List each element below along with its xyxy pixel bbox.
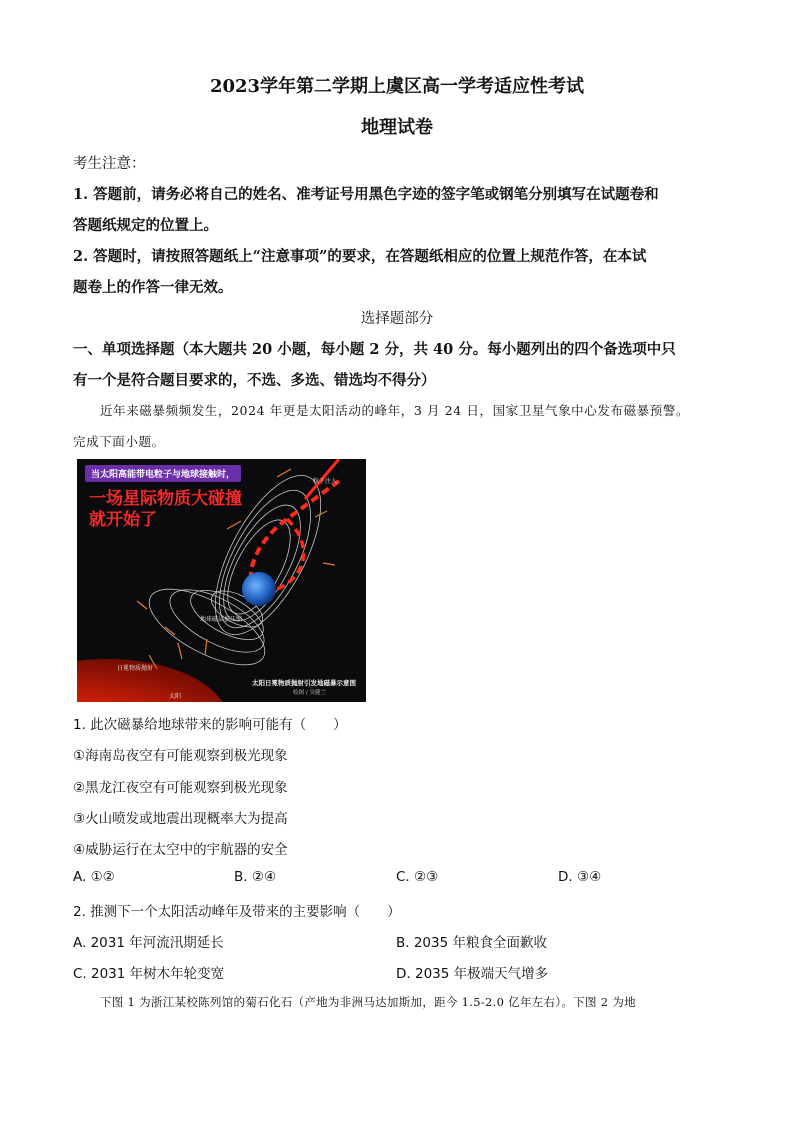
question-2-stem: 2. 推测下一个太阳活动峰年及带来的主要影响（ ） (73, 904, 401, 920)
label-sun: 太阳 (169, 693, 182, 700)
intro-2-line-1: 下图 1 为浙江某校陈列馆的菊石化石（产地为非洲马达加斯加，距今 1.5-2.0 亿年左右）。下图 2 为地 (100, 995, 636, 1009)
earth-shape (242, 572, 276, 606)
section-title: 选择题部分 (360, 311, 434, 327)
question-1-option-c: C. ②③ (396, 869, 439, 885)
exam-subtitle: 地理试卷 (361, 117, 433, 138)
section-heading-line-1: 一、单项选择题（本大题共 20 小题，每小题 2 分，共 40 分。每小题列出的四个备选项中只 (73, 341, 676, 358)
figure-headline-line-2: 就开始了 (89, 510, 157, 530)
intro-line-2: 完成下面小题。 (73, 434, 165, 449)
label-magnetosphere: 地球磁层被压缩 (200, 616, 243, 623)
notice-item-2-line-1: 2. 答题时，请按照答题纸上“注意事项”的要求，在答题纸相应的位置上规范作答，在本试 (73, 248, 647, 265)
question-2-option-d: D. 2035 年极端天气增多 (396, 966, 549, 982)
question-1-option-d: D. ③④ (558, 869, 602, 885)
figure-caption: 太阳日冕物质抛射引发地磁暴示意图 (252, 679, 356, 687)
question-2-option-c: C. 2031 年树木年轮变宽 (73, 966, 225, 982)
question-1-stem: 1. 此次磁暴给地球带来的影响可能有（ ） (73, 717, 347, 733)
geomagnetic-storm-figure (77, 459, 366, 702)
notice-heading: 考生注意： (73, 156, 146, 172)
question-1-statement-2: ②黑龙江夜空有可能观察到极光现象 (73, 780, 288, 796)
question-1-statement-3: ③火山喷发或地震出现概率大为提高 (73, 811, 288, 827)
notice-item-2-line-2: 题卷上的作答一律无效。 (73, 279, 233, 296)
label-particles: 粒子注入 (313, 478, 338, 485)
section-heading-line-2: 有一个是符合题目要求的，不选、多选、错选均不得分） (73, 372, 436, 389)
figure-credit: 绘图 / 吴健兰 (293, 690, 326, 696)
notice-item-1-line-2: 答题纸规定的位置上。 (73, 217, 218, 234)
intro-line-1: 近年来磁暴频频发生，2024 年更是太阳活动的峰年，3 月 24 日，国家卫星气象中心发布磁暴预警。 (100, 403, 690, 418)
figure-banner: 当太阳高能带电粒子与地球接触时， (85, 465, 241, 482)
question-1-option-b: B. ②④ (234, 869, 277, 885)
particle-path-2 (277, 519, 304, 589)
question-1-statement-4: ④威胁运行在太空中的宇航器的安全 (73, 842, 288, 858)
question-2-option-a: A. 2031 年河流汛期延长 (73, 935, 224, 951)
exam-title: 2023学年第二学期上虞区高一学考适应性考试 (209, 76, 585, 97)
question-2-option-b: B. 2035 年粮食全面歉收 (396, 935, 547, 951)
question-1-option-a: A. ①② (73, 869, 115, 885)
figure-headline (89, 489, 242, 531)
question-1-statement-1: ①海南岛夜空有可能观察到极光现象 (73, 748, 288, 764)
figure-headline-line-1: 一场星际物质大碰撞 (89, 489, 242, 509)
notice-item-1-line-1: 1. 答题前，请务必将自己的姓名、准考证号用黑色字迹的签字笔或钢笔分别填写在试题卷和 (73, 186, 659, 203)
label-cme: 日冕物质抛射 (117, 665, 154, 672)
